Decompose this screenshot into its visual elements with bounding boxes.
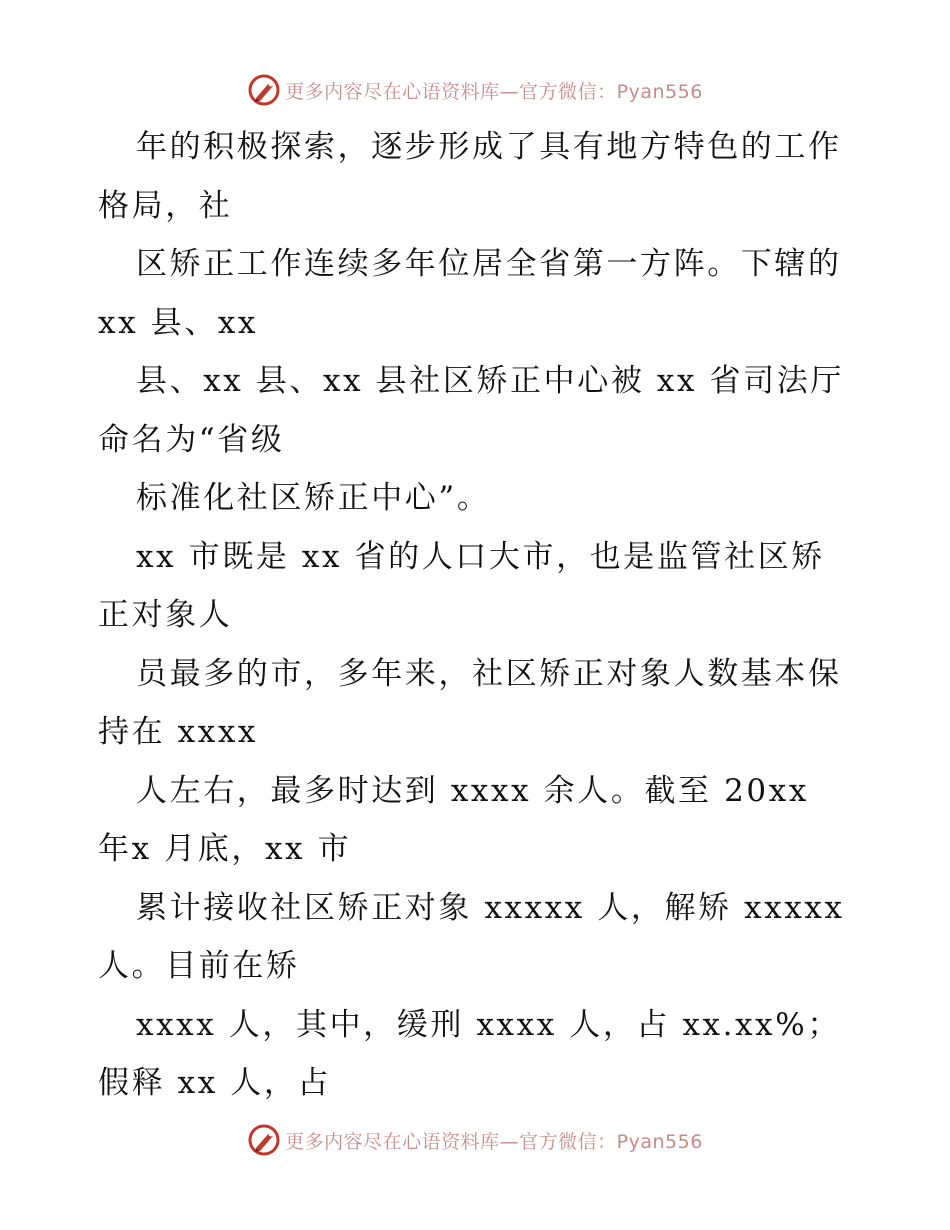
paragraph-2: 区矫正工作连续多年位居全省第一方阵。下辖的xx 县、xx [98, 246, 842, 341]
header-watermark-text: 更多内容尽在心语资料库—官方微信：Pyan556 [285, 80, 703, 103]
paragraph-1: 年的积极探索，逐步形成了具有地方特色的工作格局，社 [98, 129, 842, 224]
footer-watermark-text: 更多内容尽在心语资料库—官方微信：Pyan556 [285, 1130, 703, 1153]
paragraph-4: 标准化社区矫正中心”。 [136, 480, 491, 516]
footer-watermark [0, 1120, 950, 1160]
paragraph-6: 员最多的市，多年来，社区矫正对象人数基本保持在 xxxx [98, 655, 842, 750]
paragraph-8: 累计接收社区矫正对象 xxxxx 人，解矫 xxxxx人。目前在矫 [98, 889, 845, 984]
pen-logo-icon [247, 1123, 281, 1157]
paragraph-5: xx 市既是 xx 省的人口大市，也是监管社区矫正对象人 [98, 538, 825, 633]
paragraph-7: 人左右，最多时达到 xxxx 余人。截至 20xx 年x 月底，xx 市 [98, 772, 809, 867]
pen-logo-icon [247, 73, 281, 107]
paragraph-9: xxxx 人，其中，缓刑 xxxx 人，占 xx.xx%；假释 xx 人，占 [98, 1006, 841, 1101]
header-watermark [0, 70, 950, 110]
paragraph-3: 县、xx 县、xx 县社区矫正中心被 xx 省司法厅命名为“省级 [98, 363, 844, 458]
document-body [98, 118, 853, 1113]
